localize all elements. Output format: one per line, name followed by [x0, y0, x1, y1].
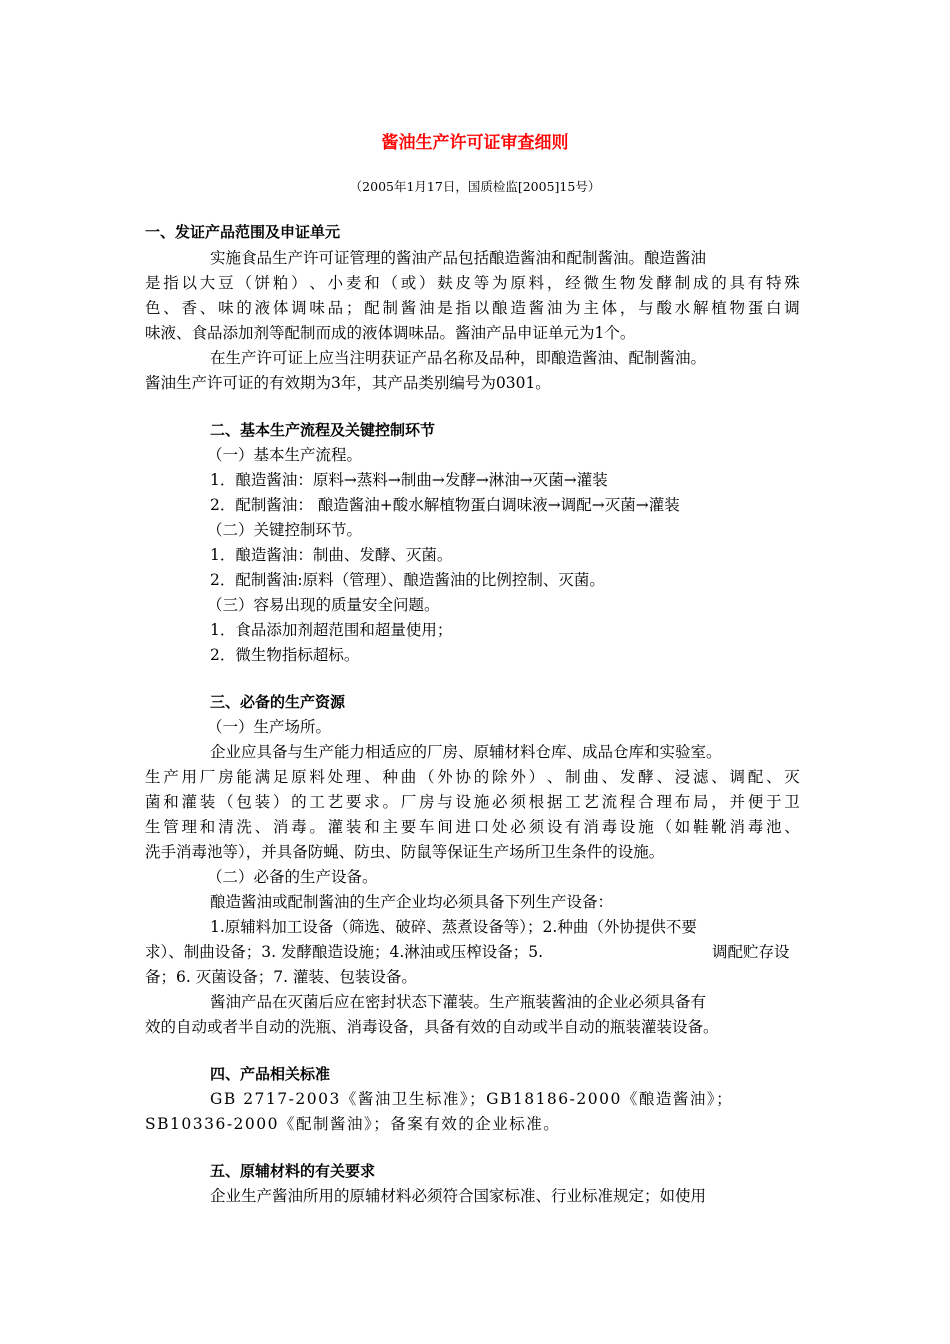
section-1-para-1-line-2: 是 指 以 大 豆 （ 饼 粕 ） 、 小 麦 和 （ 或 ） 麸 皮 等 为 原 料 ， 经 微 生 物 发 酵 制 成 的 具 有 特 殊: [145, 274, 800, 292]
section-1-para-1-line-1: 实施食品生产许可证管理的酱油产品包括酿造酱油和配制酱油。酿造酱油: [210, 249, 707, 267]
section-1-heading: 一、发证产品范围及申证单元: [145, 223, 341, 241]
section-2-line-4: （二）关键控制环节。: [207, 521, 363, 539]
section-3-para-4-line-2: 效的自动或者半自动的洗瓶、消毒设备，具备有效的自动或半自动的瓶装灌装设备。: [145, 1018, 719, 1036]
section-3-para-1-line-2: 生 产 用 厂 房 能 满 足 原 料 处 理 、 种 曲 （ 外 协 的 除 外 ） 、 制 曲 、 发 酵 、 浸 滤 、 调 配 、 灭: [145, 768, 800, 786]
section-2-line-7: （三）容易出现的质量安全问题。: [207, 596, 440, 614]
section-2-line-3: 2．配制酱油： 酿造酱油+酸水解植物蛋白调味液→调配→灭菌→灌装: [210, 496, 680, 514]
section-5-heading: 五、原辅材料的有关要求: [210, 1162, 376, 1180]
section-2-line-1: （一）基本生产流程。: [207, 446, 363, 464]
section-3-para-3-line-1: 1.原辅料加工设备（筛选、破碎、蒸煮设备等）；2.种曲（外协提供不要: [210, 918, 697, 936]
section-2-line-2: 1．酿造酱油：原料→蒸料→制曲→发酵→淋油→灭菌→灌装: [210, 471, 608, 489]
section-3-para-3-line-2: 求）、制曲设备；3. 发酵酿造设施；4.淋油或压榨设备；5.: [145, 943, 544, 961]
section-3-para-1-line-3: 菌 和 灌 装 （ 包 装 ） 的 工 艺 要 求 。 厂 房 与 设 施 必 须 根 据 工 艺 流 程 合 理 布 局 ， 并 便 于 卫: [145, 793, 800, 811]
section-3-para-2: 酿造酱油或配制酱油的生产企业均必须具备下列生产设备：: [210, 893, 614, 911]
section-1-para-2-line-1: 在生产许可证上应当注明获证产品名称及品种，即酿造酱油、配制酱油。: [210, 349, 707, 367]
section-1-para-2-line-2: 酱油生产许可证的有效期为3年，其产品类别编号为0301。: [145, 374, 551, 392]
section-3-para-1-line-1: 企业应具备与生产能力相适应的厂房、原辅材料仓库、成品仓库和实验室。: [210, 743, 722, 761]
section-3-para-1-line-5: 洗手消毒池等），并具备防蝇、防虫、防鼠等保证生产场所卫生条件的设施。: [145, 843, 665, 861]
section-3-para-3-line-2-tail: 调配贮存设: [712, 943, 790, 961]
section-3-para-3-line-3: 备；6. 灭菌设备；7. 灌装、包装设备。: [145, 968, 417, 986]
section-2-line-5: 1．酿造酱油：制曲、发酵、灭菌。: [210, 546, 453, 564]
document-subtitle: （2005年1月17日，国质检监[2005]15号）: [349, 179, 601, 194]
section-3-para-4-line-1: 酱油产品在灭菌后应在密封状态下灌装。生产瓶装酱油的企业必须具备有: [210, 993, 707, 1011]
section-5-para-1: 企业生产酱油所用的原辅材料必须符合国家标准、行业标准规定；如使用: [210, 1187, 707, 1205]
section-2-line-9: 2．微生物指标超标。: [210, 646, 360, 664]
section-3-subheading-1: （一）生产场所。: [207, 718, 332, 736]
section-3-subheading-2: （二）必备的生产设备。: [207, 868, 378, 886]
section-4-line-2: SB10336-2000《配制酱油》；备案有效的企业标准。: [145, 1115, 561, 1133]
section-1-para-1-line-3: 色 、 香 、 味 的 液 体 调 味 品 ； 配 制 酱 油 是 指 以 酿 造 酱 油 为 主 体 ， 与 酸 水 解 植 物 蛋 白 调: [145, 299, 800, 317]
section-4-heading: 四、产品相关标准: [210, 1065, 331, 1083]
section-3-heading: 三、必备的生产资源: [210, 693, 346, 711]
section-4-line-1: GB 2717-2003《酱油卫生标准》；GB18186-2000《酿造酱油》；: [210, 1090, 734, 1108]
section-3-para-1-line-4: 生 管 理 和 清 洗 、 消 毒 。 灌 装 和 主 要 车 间 进 口 处 必 须 设 有 消 毒 设 施 （ 如 鞋 靴 消 毒 池 、: [145, 818, 800, 836]
section-2-heading: 二、基本生产流程及关键控制环节: [210, 421, 436, 439]
document-title: 酱油生产许可证审查细则: [381, 133, 569, 153]
section-2-line-8: 1．食品添加剂超范围和超量使用；: [210, 621, 453, 639]
section-2-line-6: 2．配制酱油:原料（管理）、酿造酱油的比例控制、灭菌。: [210, 571, 605, 589]
section-1-para-1-line-4: 味液、食品添加剂等配制而成的液体调味品。酱油产品申证单元为1个。: [145, 324, 636, 342]
